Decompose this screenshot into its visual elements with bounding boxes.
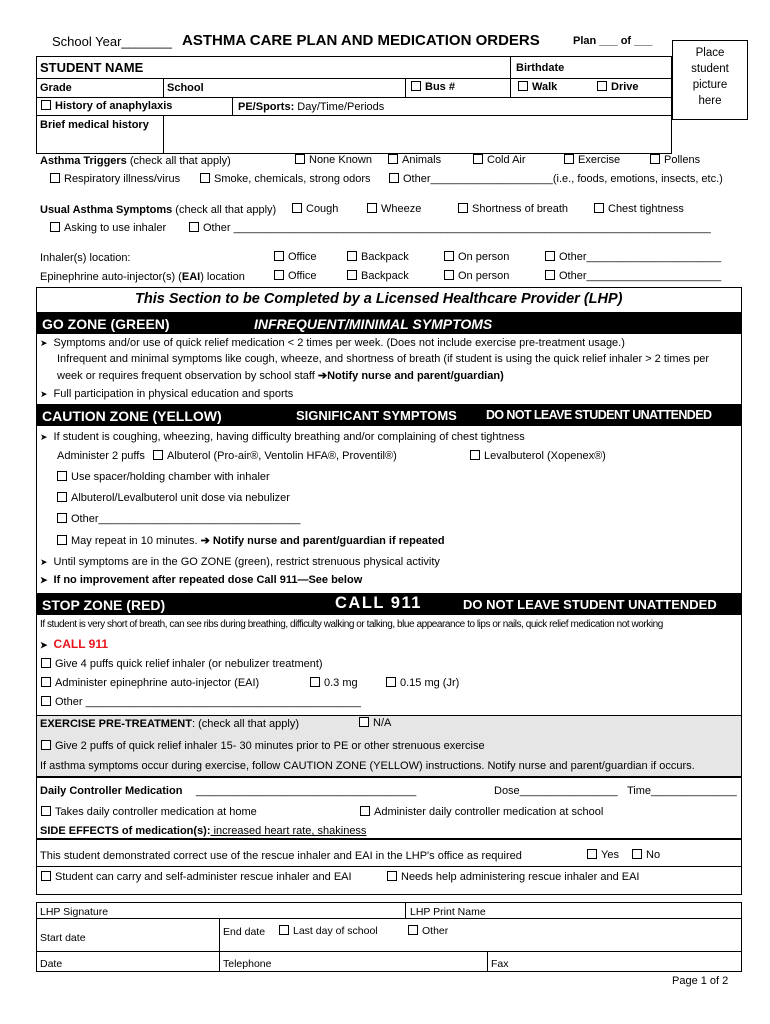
caution-until: ➤ Until symptoms are in the GO ZONE (green), restrict strenuous physical activity xyxy=(40,556,440,568)
checkbox[interactable] xyxy=(295,154,305,164)
go-zone-item-1-line-2: Infrequent and minimal symptoms like cough, wheeze, and shortness of breath (if student is using the quick relief inhaler > 2 times per xyxy=(57,353,710,365)
checkbox[interactable] xyxy=(41,740,51,750)
drive-checkbox[interactable] xyxy=(597,81,607,91)
symptom-other[interactable]: Other ______________________________________________________________________________ xyxy=(189,222,711,234)
takes-home-option[interactable]: Takes daily controller medication at home xyxy=(41,806,257,818)
symptom-wheeze[interactable]: Wheeze xyxy=(367,203,421,215)
spacer-option[interactable]: Use spacer/holding chamber with inhaler xyxy=(57,471,270,483)
fax-field[interactable]: Fax xyxy=(491,958,509,970)
checkbox[interactable] xyxy=(200,173,210,183)
stop-zone-call-911: ➤ CALL 911 xyxy=(40,637,109,651)
caution-zone-subtitle: SIGNIFICANT SYMPTOMS xyxy=(296,408,457,423)
checkbox[interactable] xyxy=(41,677,51,687)
caution-no-improvement: ➤ If no improvement after repeated dose Call 911—See below xyxy=(40,574,363,586)
school-field[interactable]: School xyxy=(167,82,204,94)
photo-text-3: picture xyxy=(692,79,728,91)
trigger-animals[interactable]: Animals xyxy=(388,154,441,166)
needs-help-option[interactable]: Needs help administering rescue inhaler and EAI xyxy=(387,871,639,883)
checkbox[interactable] xyxy=(50,173,60,183)
caution-item-1: ➤ If student is coughing, wheezing, having difficulty breathing and/or complaining of chest tightness xyxy=(40,431,525,443)
demo-no-option[interactable]: No xyxy=(632,849,660,861)
drive-option[interactable]: Drive xyxy=(597,81,639,93)
controller-time-field[interactable]: Time______________ xyxy=(627,785,737,797)
checkbox[interactable] xyxy=(274,270,284,280)
checkbox[interactable] xyxy=(347,270,357,280)
checkbox[interactable] xyxy=(41,871,51,881)
checkbox[interactable] xyxy=(359,717,369,727)
stop-zone-warning: DO NOT LEAVE STUDENT UNATTENDED xyxy=(463,597,717,612)
dose-0-3-option[interactable]: 0.3 mg xyxy=(310,677,358,689)
pe-sports-field[interactable]: PE/Sports: Day/Time/Periods xyxy=(238,101,385,113)
trigger-cold-air[interactable]: Cold Air xyxy=(473,154,526,166)
photo-text-2: student xyxy=(691,63,729,75)
plan-number-field[interactable]: Plan ___ of ___ xyxy=(573,35,653,47)
signature-section xyxy=(36,902,742,972)
bus-option[interactable]: Bus # xyxy=(411,81,455,93)
trigger-smoke[interactable]: Smoke, chemicals, strong odors xyxy=(200,173,371,185)
lhp-signature-field[interactable]: LHP Signature xyxy=(40,906,109,918)
checkbox[interactable] xyxy=(347,251,357,261)
exercise-label: EXERCISE PRE-TREATMENT: (check all that apply) xyxy=(40,718,299,730)
page-title: ASTHMA CARE PLAN AND MEDICATION ORDERS xyxy=(182,32,540,49)
go-zone-item-1: ➤ Symptoms and/or use of quick relief medication < 2 times per week. (Does not include exercise pre-treatment usage.) xyxy=(40,337,625,349)
demonstration-section xyxy=(36,839,742,895)
demonstration-text: This student demonstrated correct use of the rescue inhaler and EAI in the LHP's office as required xyxy=(40,850,522,862)
checkbox[interactable] xyxy=(274,251,284,261)
caution-other-option[interactable]: Other_________________________________ xyxy=(57,513,300,525)
epinephrine-option[interactable]: Administer epinephrine auto-injector (EAI) xyxy=(41,677,259,689)
trigger-pollens[interactable]: Pollens xyxy=(650,154,700,166)
self-carry-option[interactable]: Student can carry and self-administer rescue inhaler and EAI xyxy=(41,871,352,883)
checkbox[interactable] xyxy=(408,925,418,935)
anaphylaxis-checkbox[interactable] xyxy=(41,100,51,110)
walk-checkbox[interactable] xyxy=(518,81,528,91)
checkbox[interactable] xyxy=(594,203,604,213)
end-other-option[interactable]: Other xyxy=(408,925,448,937)
checkbox[interactable] xyxy=(470,450,480,460)
inhaler-other[interactable]: Other______________________ xyxy=(545,251,721,263)
checkbox[interactable] xyxy=(444,251,454,261)
checkbox[interactable] xyxy=(189,222,199,232)
go-zone-header xyxy=(36,312,742,334)
checkbox[interactable] xyxy=(389,173,399,183)
checkbox[interactable] xyxy=(57,492,67,502)
go-zone-subtitle: INFREQUENT/MINIMAL SYMPTOMS xyxy=(254,316,493,332)
checkbox[interactable] xyxy=(545,251,555,261)
checkbox[interactable] xyxy=(458,203,468,213)
epi-location-label: Epinephrine auto-injector(s) (EAI) location xyxy=(40,271,245,283)
controller-dose-field[interactable]: Dose________________ xyxy=(494,785,618,797)
photo-text-4: here xyxy=(698,95,722,107)
birthdate-field[interactable]: Birthdate xyxy=(516,62,565,74)
controller-label: Daily Controller Medication xyxy=(40,785,183,797)
student-name-field[interactable]: STUDENT NAME xyxy=(40,60,144,75)
inhaler-on-person[interactable]: On person xyxy=(444,251,509,263)
go-zone-name: GO ZONE (GREEN) xyxy=(42,316,170,332)
epi-backpack[interactable]: Backpack xyxy=(347,270,409,282)
checkbox[interactable] xyxy=(57,513,67,523)
start-date-field[interactable]: Start date xyxy=(40,932,86,944)
trigger-none-known[interactable]: None Known xyxy=(295,154,372,166)
checkbox[interactable] xyxy=(444,270,454,280)
inhaler-location-label: Inhaler(s) location: xyxy=(40,252,131,264)
demo-yes-option[interactable]: Yes xyxy=(587,849,619,861)
trigger-respiratory[interactable]: Respiratory illness/virus xyxy=(50,173,180,185)
trigger-exercise[interactable]: Exercise xyxy=(564,154,620,166)
trigger-other[interactable]: Other____________________(i.e., foods, emotions, insects, etc.) xyxy=(389,173,723,185)
stop-zone-call: CALL 911 xyxy=(335,594,422,612)
exercise-if-symptoms: If asthma symptoms occur during exercise, follow CAUTION ZONE (YELLOW) instructions. Notify nurse and parent/guardian if occurs. xyxy=(40,760,695,772)
symptoms-label: Usual Asthma Symptoms (check all that apply) xyxy=(40,204,277,216)
checkbox[interactable] xyxy=(564,154,574,164)
photo-text-1: Place xyxy=(695,47,725,59)
caution-zone-header xyxy=(36,404,742,426)
exercise-give-puffs-option[interactable]: Give 2 puffs of quick relief inhaler 15- 30 minutes prior to PE or other strenuous exercise xyxy=(41,740,485,752)
checkbox[interactable] xyxy=(545,270,555,280)
lhp-section-title: This Section to be Completed by a Licensed Healthcare Provider (LHP) xyxy=(135,291,623,307)
checkbox[interactable] xyxy=(387,871,397,881)
administer-2-puffs: Administer 2 puffs xyxy=(57,450,145,462)
epi-on-person[interactable]: On person xyxy=(444,270,509,282)
checkbox[interactable] xyxy=(57,535,67,545)
nebulizer-option[interactable]: Albuterol/Levalbuterol unit dose via nebulizer xyxy=(57,492,290,504)
checkbox[interactable] xyxy=(587,849,597,859)
inhaler-office[interactable]: Office xyxy=(274,251,317,263)
anaphylaxis-option[interactable]: History of anaphylaxis xyxy=(41,100,172,112)
bus-checkbox[interactable] xyxy=(411,81,421,91)
go-zone-item-2: ➤ Full participation in physical education and sports xyxy=(40,388,294,400)
administer-school-option[interactable]: Administer daily controller medication at school xyxy=(360,806,603,818)
levalbuterol-option[interactable]: Levalbuterol (Xopenex®) xyxy=(470,450,606,462)
stop-zone-description: If student is very short of breath, can see ribs during breathing, difficulty walking or talking, blue appearance to lips or nails, quick relief medication not working xyxy=(40,619,663,630)
epi-office[interactable]: Office xyxy=(274,270,317,282)
checkbox[interactable] xyxy=(386,677,396,687)
dose-0-15-option[interactable]: 0.15 mg (Jr) xyxy=(386,677,459,689)
telephone-field[interactable]: Telephone xyxy=(223,958,272,970)
checkbox[interactable] xyxy=(153,450,163,460)
checkbox[interactable] xyxy=(41,658,51,668)
checkbox[interactable] xyxy=(632,849,642,859)
last-day-option[interactable]: Last day of school xyxy=(279,925,378,937)
lhp-print-name-field[interactable]: LHP Print Name xyxy=(410,906,486,918)
exercise-na-option[interactable]: N/A xyxy=(359,717,391,729)
school-year-field[interactable]: School Year_______ xyxy=(52,34,173,49)
checkbox[interactable] xyxy=(41,806,51,816)
checkbox[interactable] xyxy=(41,696,51,706)
end-date-field[interactable]: End date xyxy=(223,926,266,938)
inhaler-backpack[interactable]: Backpack xyxy=(347,251,409,263)
stop-other-option[interactable]: Other _____________________________________________ xyxy=(41,696,361,708)
go-zone-item-1-line-3: week or requires frequent observation by school staff ➔Notify nurse and parent/guardian) xyxy=(57,370,504,382)
checkbox[interactable] xyxy=(360,806,370,816)
repeat-option[interactable]: May repeat in 10 minutes. ➔ Notify nurse and parent/guardian if repeated xyxy=(57,534,445,547)
walk-option[interactable]: Walk xyxy=(518,81,557,93)
symptom-chest[interactable]: Chest tightness xyxy=(594,203,684,215)
stop-zone-header xyxy=(36,593,742,615)
checkbox[interactable] xyxy=(50,222,60,232)
checkbox[interactable] xyxy=(367,203,377,213)
page-number: Page 1 of 2 xyxy=(672,975,729,987)
symptom-shortness[interactable]: Shortness of breath xyxy=(458,203,568,215)
stop-zone-name: STOP ZONE (RED) xyxy=(42,597,166,613)
symptom-asking-inhaler[interactable]: Asking to use inhaler xyxy=(50,222,166,234)
date-field[interactable]: Date xyxy=(40,958,63,970)
controller-medication-field[interactable]: ____________________________________ xyxy=(196,785,417,797)
side-effects: SIDE EFFECTS of medication(s): increased heart rate, shakiness xyxy=(40,825,367,837)
checkbox[interactable] xyxy=(388,154,398,164)
student-photo-box[interactable] xyxy=(672,40,748,120)
grade-field[interactable]: Grade xyxy=(40,82,72,94)
epi-other[interactable]: Other______________________ xyxy=(545,270,721,282)
triggers-label: Asthma Triggers (check all that apply) xyxy=(40,155,231,167)
symptom-cough[interactable]: Cough xyxy=(292,203,338,215)
checkbox[interactable] xyxy=(650,154,660,164)
checkbox[interactable] xyxy=(310,677,320,687)
checkbox[interactable] xyxy=(57,471,67,481)
give-4-puffs-option[interactable]: Give 4 puffs quick relief inhaler (or nebulizer treatment) xyxy=(41,658,323,670)
medical-history-field[interactable]: Brief medical history xyxy=(40,119,149,131)
checkbox[interactable] xyxy=(292,203,302,213)
caution-zone-name: CAUTION ZONE (YELLOW) xyxy=(42,408,222,424)
checkbox[interactable] xyxy=(279,925,289,935)
albuterol-option[interactable]: Albuterol (Pro-air®, Ventolin HFA®, Proventil®) xyxy=(153,450,397,462)
checkbox[interactable] xyxy=(473,154,483,164)
caution-zone-warning: DO NOT LEAVE STUDENT UNATTENDED xyxy=(486,408,712,422)
